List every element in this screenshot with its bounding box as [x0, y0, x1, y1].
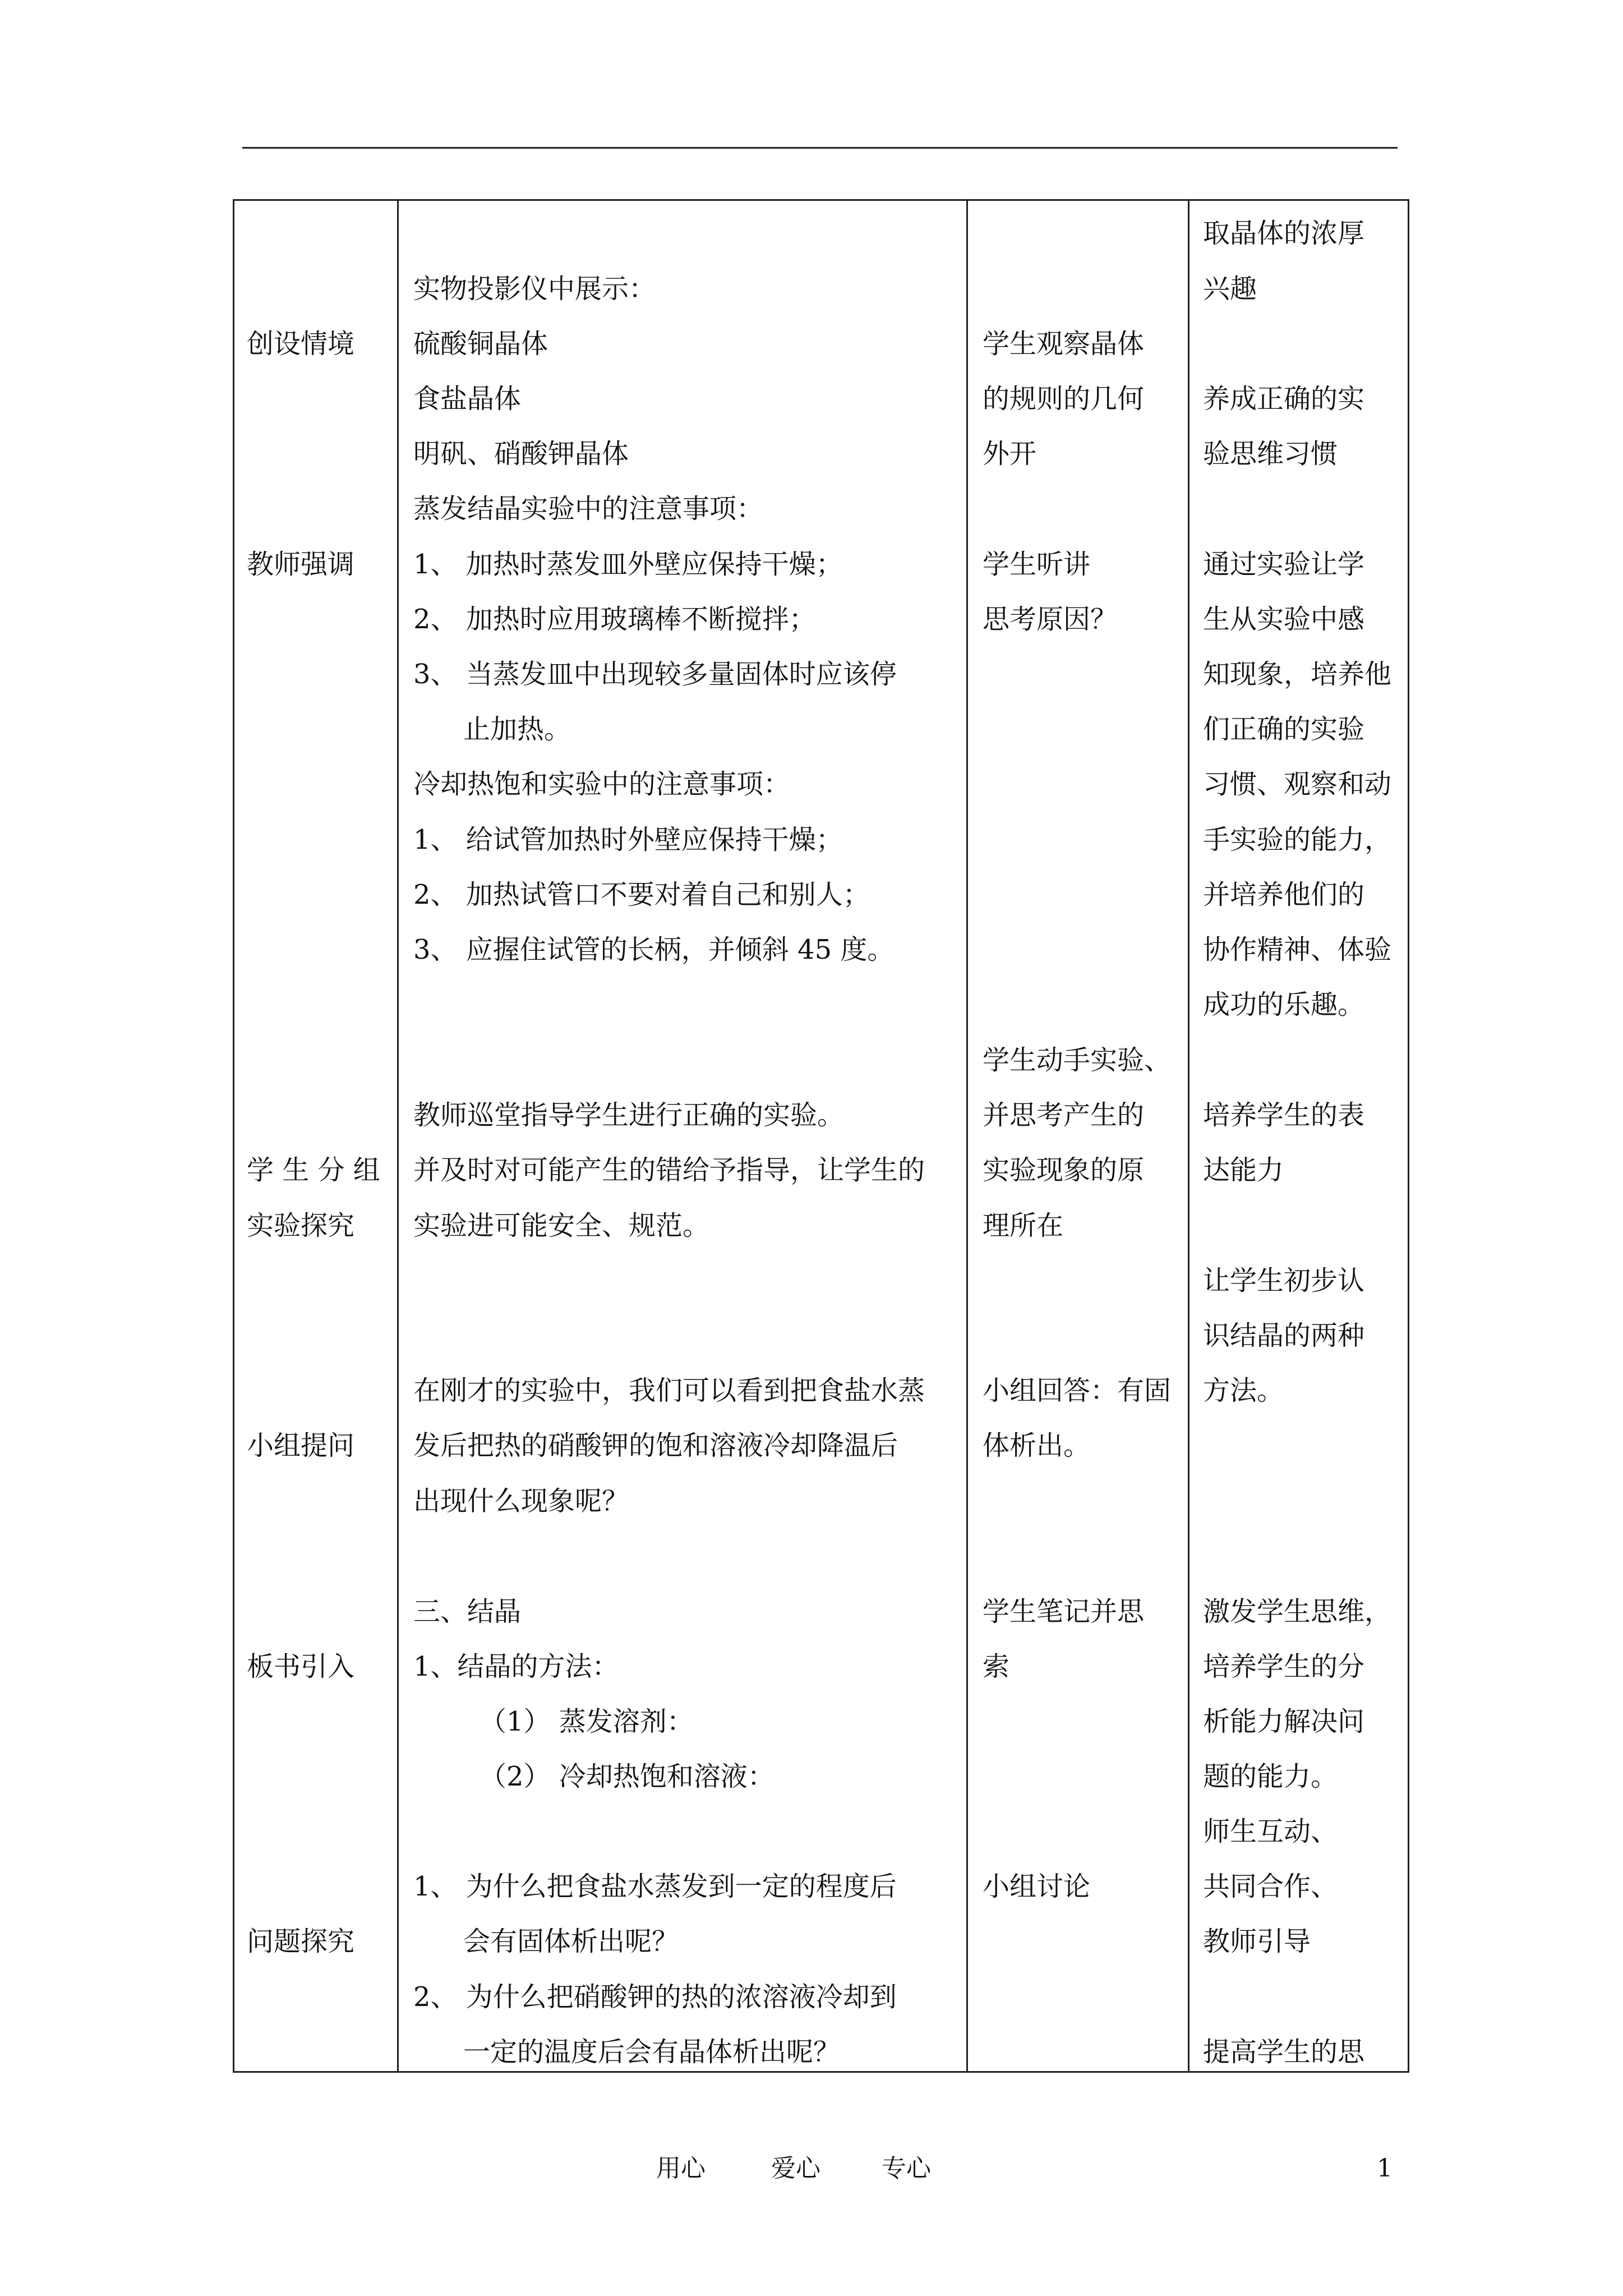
page-number: 1 [1377, 2154, 1393, 2183]
student-activity-line: 思考原因？ [983, 604, 1118, 635]
teacher-activity-line: 出现什么现象呢？ [413, 1485, 629, 1517]
design-intent-line: 们正确的实验 [1203, 714, 1365, 745]
teacher-activity-line: 3、 当蒸发皿中出现较多量固体时应该停 [413, 659, 897, 690]
teacher-activity-line: 2、 加热试管口不要对着自己和别人； [413, 879, 870, 910]
student-activity-line: 并思考产生的 [983, 1099, 1145, 1131]
student-activity-line: 索 [983, 1651, 1010, 1682]
design-intent-line: 方法。 [1203, 1375, 1284, 1406]
footer-motto-3: 专心 [882, 2154, 931, 2183]
design-intent-line: 让学生初步认 [1203, 1265, 1365, 1296]
stage-label: 小组提问 [247, 1430, 355, 1461]
teacher-activity-line: 2、 加热时应用玻璃棒不断搅拌； [413, 604, 816, 635]
teacher-activity-line: 一定的温度后会有晶体析出呢？ [463, 2036, 841, 2068]
teacher-activity-line: 教师巡堂指导学生进行正确的实验。 [413, 1099, 845, 1131]
column-divider-3 [1188, 201, 1189, 2071]
teacher-activity-line: 1、 加热时蒸发皿外壁应保持干燥； [413, 549, 843, 580]
teacher-activity-line: 1、结晶的方法： [413, 1651, 619, 1682]
design-intent-line: 题的能力。 [1203, 1761, 1338, 1792]
teacher-activity-line: 实物投影仪中展示： [413, 273, 656, 305]
student-activity-line: 体析出。 [983, 1430, 1091, 1461]
design-intent-line: 养成正确的实 [1203, 383, 1365, 415]
design-intent-line: 协作精神、体验 [1203, 934, 1392, 965]
stage-label: 实验探究 [247, 1210, 355, 1241]
design-intent-line: 习惯、观察和动 [1203, 769, 1392, 800]
student-activity-line: 的规则的几何 [983, 383, 1145, 415]
teacher-activity-line: 并及时对可能产生的错给予指导，让学生的 [413, 1154, 925, 1186]
teacher-activity-line: 3、 应握住试管的长柄，并倾斜 45 度。 [413, 934, 895, 965]
student-activity-line: 外开 [983, 438, 1037, 470]
design-intent-line: 识结晶的两种 [1203, 1320, 1365, 1351]
student-activity-line: 小组讨论 [983, 1871, 1091, 1902]
column-divider-1 [397, 201, 399, 2071]
teacher-activity-line: 实验进可能安全、规范。 [413, 1210, 710, 1241]
stage-label: 学 生 分 组 [247, 1154, 380, 1186]
stage-label: 创设情境 [247, 328, 355, 360]
teacher-activity-line: （1） 蒸发溶剂： [479, 1706, 694, 1737]
student-activity-line: 学生观察晶体 [983, 328, 1145, 360]
teacher-activity-line: 1、 给试管加热时外壁应保持干燥； [413, 824, 843, 855]
stage-label: 教师强调 [247, 549, 355, 580]
header-rule [242, 147, 1398, 149]
design-intent-line: 并培养他们的 [1203, 879, 1365, 910]
teacher-activity-line: 蒸发结晶实验中的注意事项： [413, 493, 764, 524]
design-intent-line: 取晶体的浓厚 [1203, 218, 1365, 249]
teacher-activity-line: 1、 为什么把食盐水蒸发到一定的程度后 [413, 1871, 897, 1902]
design-intent-line: 达能力 [1203, 1154, 1284, 1186]
design-intent-line: 手实验的能力， [1203, 824, 1392, 855]
teacher-activity-line: 明矾、硝酸钾晶体 [413, 438, 629, 470]
stage-label: 问题探究 [247, 1926, 355, 1957]
stage-label: 板书引入 [247, 1651, 355, 1682]
design-intent-line: 析能力解决问 [1203, 1706, 1365, 1737]
design-intent-line: 成功的乐趣。 [1203, 989, 1365, 1020]
teacher-activity-line: （2） 冷却热饱和溶液： [479, 1761, 774, 1792]
footer-motto-2: 爱心 [771, 2154, 820, 2183]
teacher-activity-line: 食盐晶体 [413, 383, 522, 415]
teacher-activity-line: 在刚才的实验中，我们可以看到把食盐水蒸 [413, 1375, 925, 1406]
teacher-activity-line: 硫酸铜晶体 [413, 328, 548, 360]
design-intent-line: 共同合作、 [1203, 1871, 1338, 1902]
design-intent-line: 验思维习惯 [1203, 438, 1338, 470]
student-activity-line: 理所在 [983, 1210, 1064, 1241]
design-intent-line: 提高学生的思 [1203, 2036, 1365, 2068]
teacher-activity-line: 会有固体析出呢？ [463, 1926, 679, 1957]
design-intent-line: 兴趣 [1203, 273, 1257, 305]
design-intent-line: 培养学生的表 [1203, 1099, 1365, 1131]
footer-motto-1: 用心 [656, 2154, 706, 2183]
teacher-activity-line: 发后把热的硝酸钾的饱和溶液冷却降温后 [413, 1430, 898, 1461]
design-intent-line: 培养学生的分 [1203, 1651, 1365, 1682]
teacher-activity-line: 冷却热饱和实验中的注意事项： [413, 769, 791, 800]
student-activity-line: 学生听讲 [983, 549, 1091, 580]
student-activity-line: 学生笔记并思 [983, 1596, 1145, 1627]
design-intent-line: 教师引导 [1203, 1926, 1311, 1957]
column-divider-2 [966, 201, 968, 2071]
student-activity-line: 学生动手实验、 [983, 1045, 1172, 1076]
design-intent-line: 生从实验中感 [1203, 604, 1365, 635]
teacher-activity-line: 三、结晶 [413, 1596, 522, 1627]
design-intent-line: 知现象，培养他 [1203, 659, 1392, 690]
design-intent-line: 师生互动、 [1203, 1816, 1338, 1847]
student-activity-line: 实验现象的原 [983, 1154, 1145, 1186]
teacher-activity-line: 2、 为什么把硝酸钾的热的浓溶液冷却到 [413, 1981, 897, 2013]
design-intent-line: 通过实验让学 [1203, 549, 1365, 580]
teacher-activity-line: 止加热。 [463, 714, 571, 745]
student-activity-line: 小组回答：有固 [983, 1375, 1172, 1406]
design-intent-line: 激发学生思维， [1203, 1596, 1392, 1627]
